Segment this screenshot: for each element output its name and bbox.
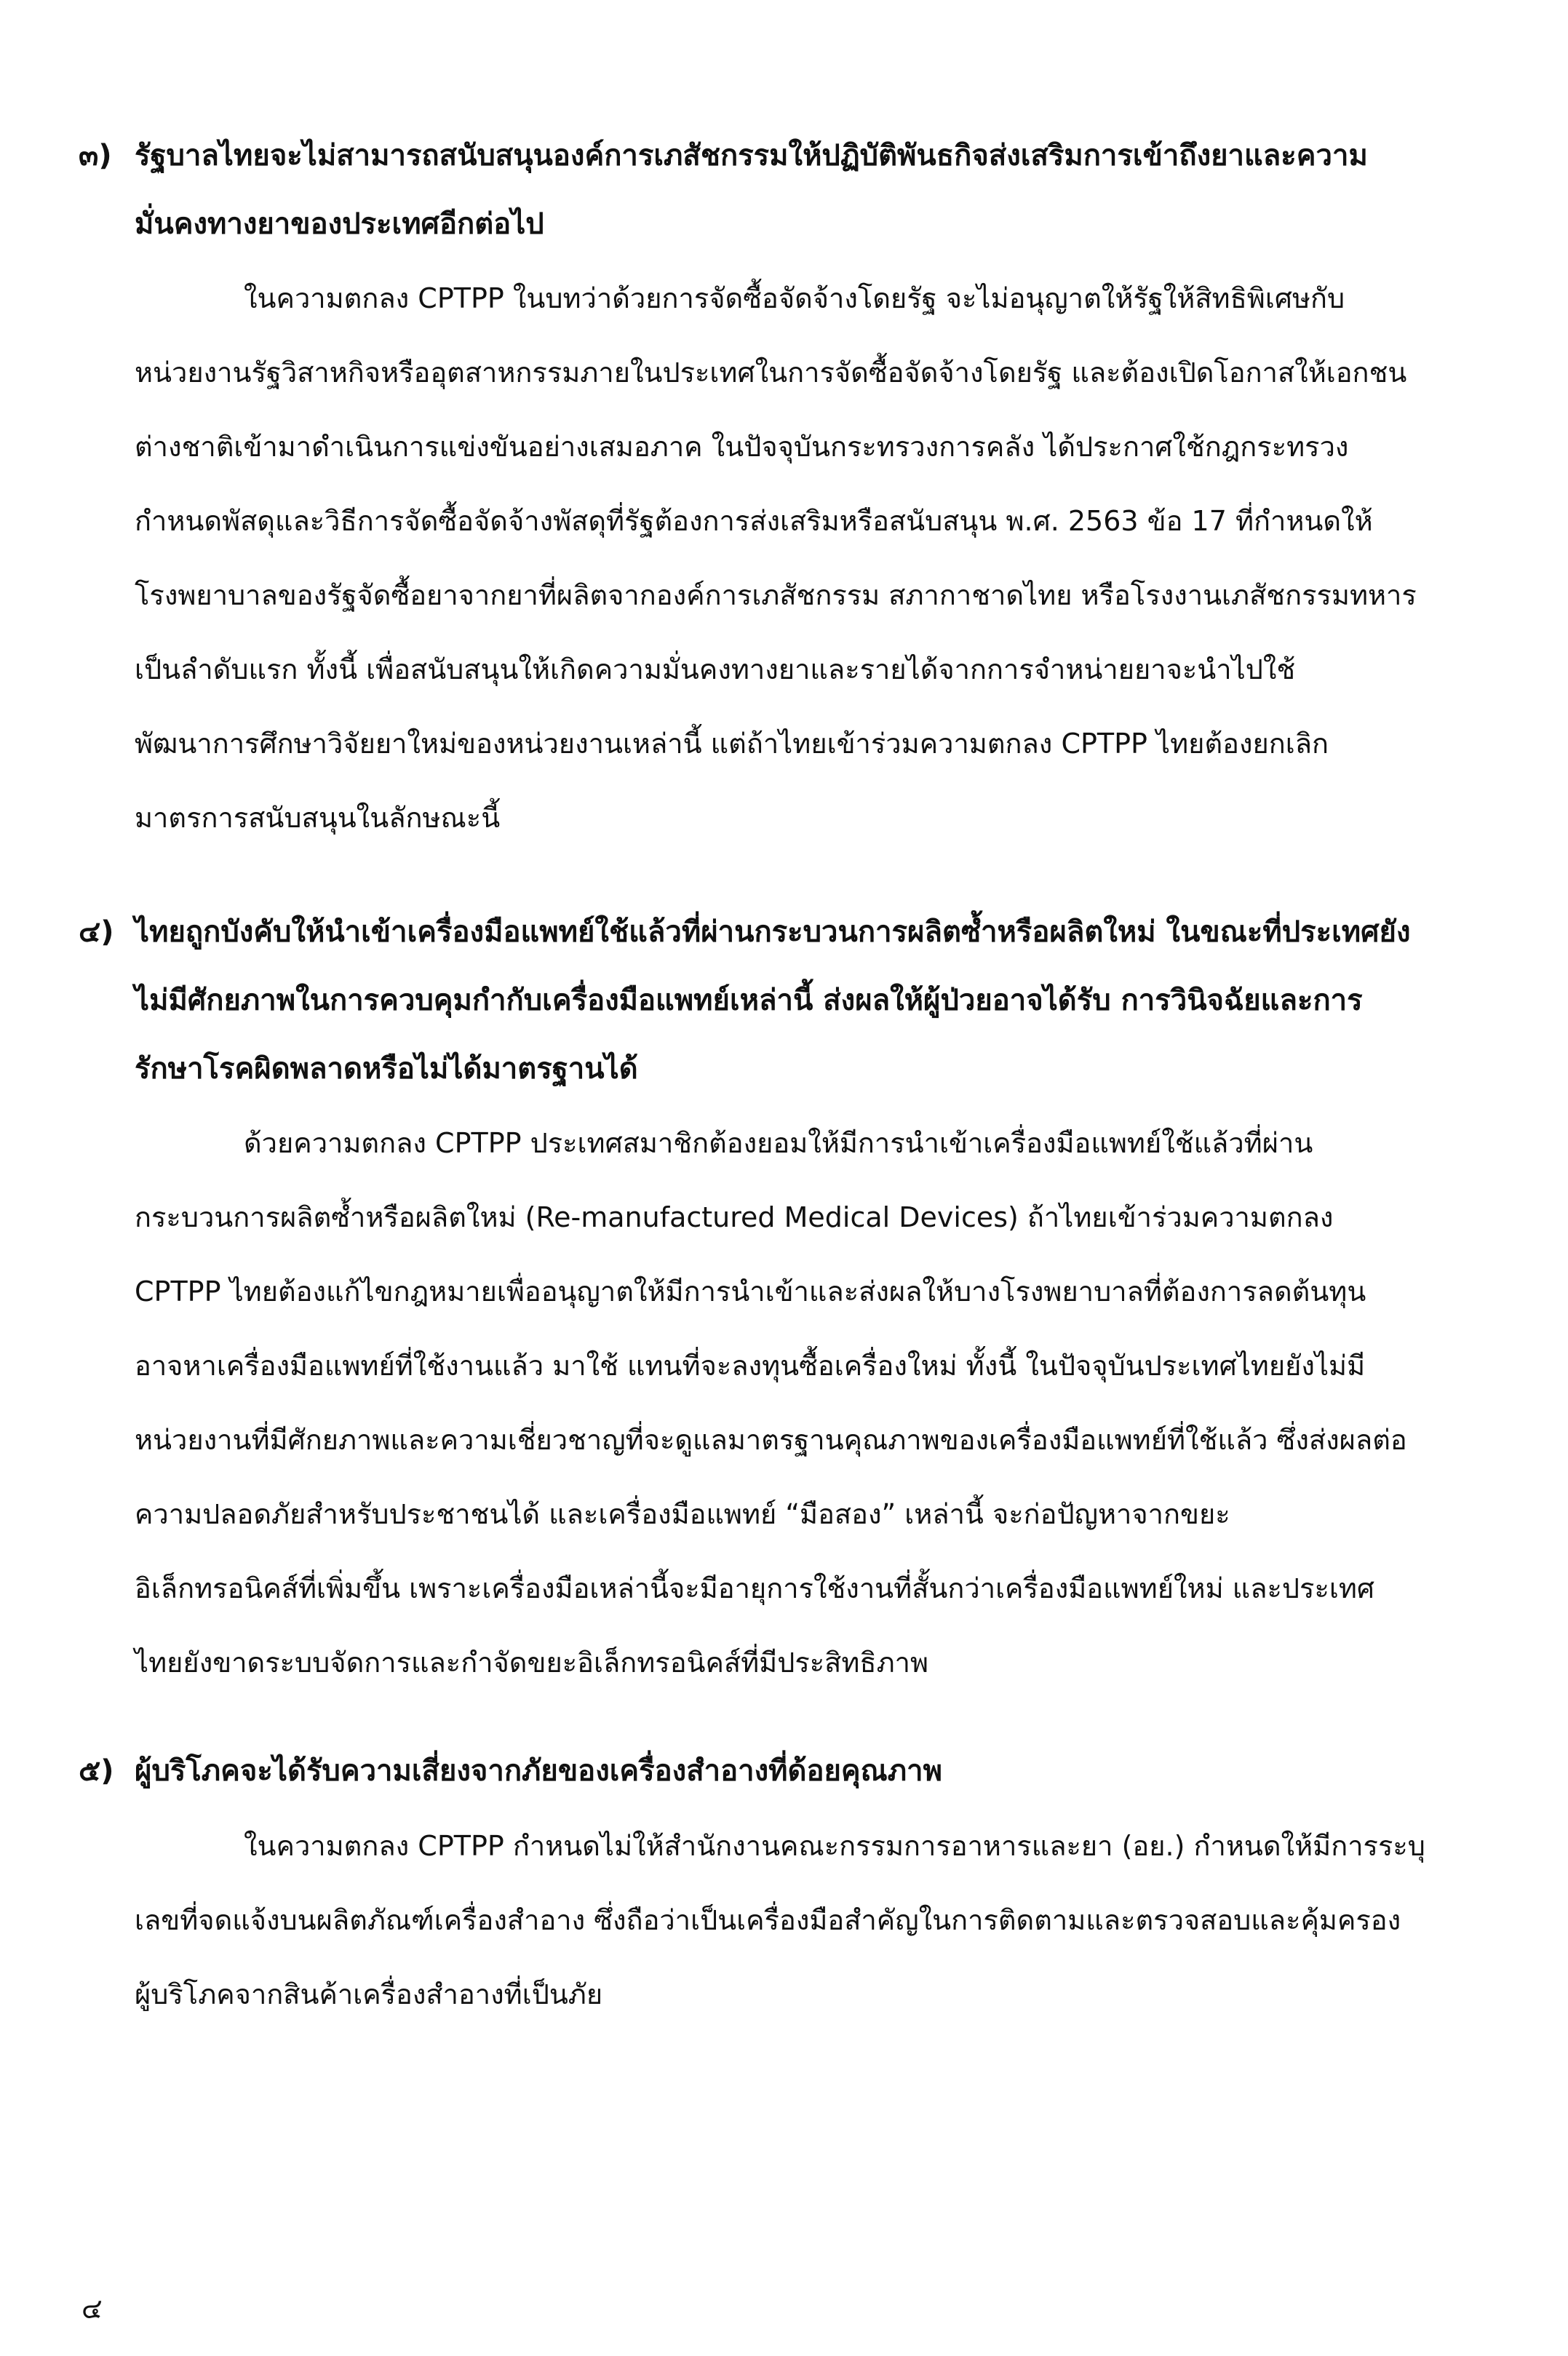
body-line: พัฒนาการศึกษาวิจัยยาใหม่ของหน่วยงานเหล่านี้ แต่ถ้าไทยเข้าร่วมความตกลง CPTPP ไทยต้องยกเลิก [135,728,1329,760]
body-line: เลขที่จดแจ้งบนผลิตภัณฑ์เครื่องสำอาง ซึ่งถือว่าเป็นเครื่องมือสำคัญในการติดตามและตรวจสอบและคุ้มครอง [135,1904,1401,1936]
body-line: ไทยยังขาดระบบจัดการและกำจัดขยะอิเล็กทรอนิคส์ที่มีประสิทธิภาพ [135,1647,929,1679]
section-heading [135,122,1495,258]
body-line: CPTPP ไทยต้องแก้ไขกฎหมายเพื่ออนุญาตให้มีการนำเข้าและส่งผลให้บางโรงพยาบาลที่ต้องการลดต้นทุน [135,1275,1366,1308]
body-line: มาตรการสนับสนุนในลักษณะนี้ [135,802,501,834]
body-line: อาจหาเครื่องมือแพทย์ที่ใช้งานแล้ว มาใช้ แทนที่จะลงทุนซื้อเครื่องใหม่ ทั้งนี้ ในปัจจุบันประเทศไทยยังไม่มี [135,1350,1366,1382]
body-line: ความปลอดภัยสำหรับประชาชนได้ และเครื่องมือแพทย์ “มือสอง” เหล่านี้ จะก่อปัญหาจากขยะ [135,1498,1230,1530]
section-number: ๔) [79,915,114,949]
heading-line: รักษาโรคผิดพลาดหรือไม่ได้มาตรฐานได้ [135,1052,638,1086]
section-heading [135,1737,1495,1805]
heading-line: ไม่มีศักยภาพในการควบคุมกำกับเครื่องมือแพทย์เหล่านี้ ส่งผลให้ผู้ป่วยอาจได้รับ การวินิจฉัยและการ [135,984,1363,1017]
body-line: อิเล็กทรอนิคส์ที่เพิ่มขึ้น เพราะเครื่องมือเหล่านี้จะมีอายุการใช้งานที่สั้นกว่าเครื่องมือแพทย์ใหม่ และประเทศ [135,1572,1375,1604]
heading-line: มั่นคงทางยาของประเทศอีกต่อไป [135,207,544,241]
heading-line: ผู้บริโภคจะได้รับความเสี่ยงจากภัยของเครื่องสำอางที่ด้อยคุณภาพ [135,1754,942,1788]
section-body [135,1809,1495,2031]
body-line: กำหนดพัสดุและวิธีการจัดซื้อจัดจ้างพัสดุที่รัฐต้องการส่งเสริมหรือสนับสนุน พ.ศ. 2563 ข้อ 17 ที่กำหนดให้ [135,505,1373,537]
section-heading [135,898,1495,1103]
body-line: ผู้บริโภคจากสินค้าเครื่องสำอางที่เป็นภัย [135,1978,603,2010]
section-body [135,261,1495,855]
body-line: เป็นลำดับแรก ทั้งนี้ เพื่อสนับสนุนให้เกิดความมั่นคงทางยาและรายได้จากการจำหน่ายยาจะนำไปใช้ [135,653,1296,685]
body-line: หน่วยงานรัฐวิสาหกิจหรืออุตสาหกรรมภายในประเทศในการจัดซื้อจัดจ้างโดยรัฐ และต้องเปิดโอกาสให้เอกชน [135,357,1407,389]
body-line: หน่วยงานที่มีศักยภาพและความเชี่ยวชาญที่จะดูแลมาตรฐานคุณภาพของเครื่องมือแพทย์ที่ใช้แล้ว ซึ่งส่งผลต่อ [135,1424,1407,1456]
body-line: โรงพยาบาลของรัฐจัดซื้อยาจากยาที่ผลิตจากองค์การเภสัชกรรม สภากาชาดไทย หรือโรงงานเภสัชกรรมทหาร [135,579,1417,611]
section-body [135,1106,1495,1700]
body-line: ในความตกลง CPTPP ในบทว่าด้วยการจัดซื้อจัดจ้างโดยรัฐ จะไม่อนุญาตให้รัฐให้สิทธิพิเศษกับ [244,282,1345,314]
heading-line: รัฐบาลไทยจะไม่สามารถสนับสนุนองค์การเภสัชกรรมให้ปฏิบัติพันธกิจส่งเสริมการเข้าถึงยาและความ [135,139,1368,172]
body-line: ต่างชาติเข้ามาดำเนินการแข่งขันอย่างเสมอภาค ในปัจจุบันกระทรวงการคลัง ได้ประกาศใช้กฎกระทรวง [135,431,1349,463]
section-number: ๓) [79,139,112,172]
body-line: ในความตกลง CPTPP กำหนดไม่ให้สำนักงานคณะกรรมการอาหารและยา (อย.) กำหนดให้มีการระบุ [244,1830,1425,1862]
body-line: ด้วยความตกลง CPTPP ประเทศสมาชิกต้องยอมให้มีการนำเข้าเครื่องมือแพทย์ใช้แล้วที่ผ่าน [244,1127,1313,1159]
page-number: ๔ [81,2293,103,2325]
body-line: กระบวนการผลิตซ้ำหรือผลิตใหม่ (Re-manufactured Medical Devices) ถ้าไทยเข้าร่วมความตกลง [135,1201,1334,1233]
heading-line: ไทยถูกบังคับให้นำเข้าเครื่องมือแพทย์ใช้แล้วที่ผ่านกระบวนการผลิตซ้ำหรือผลิตใหม่ ในขณะที่ประเทศยัง [135,915,1411,949]
section-number: ๕) [79,1754,114,1788]
